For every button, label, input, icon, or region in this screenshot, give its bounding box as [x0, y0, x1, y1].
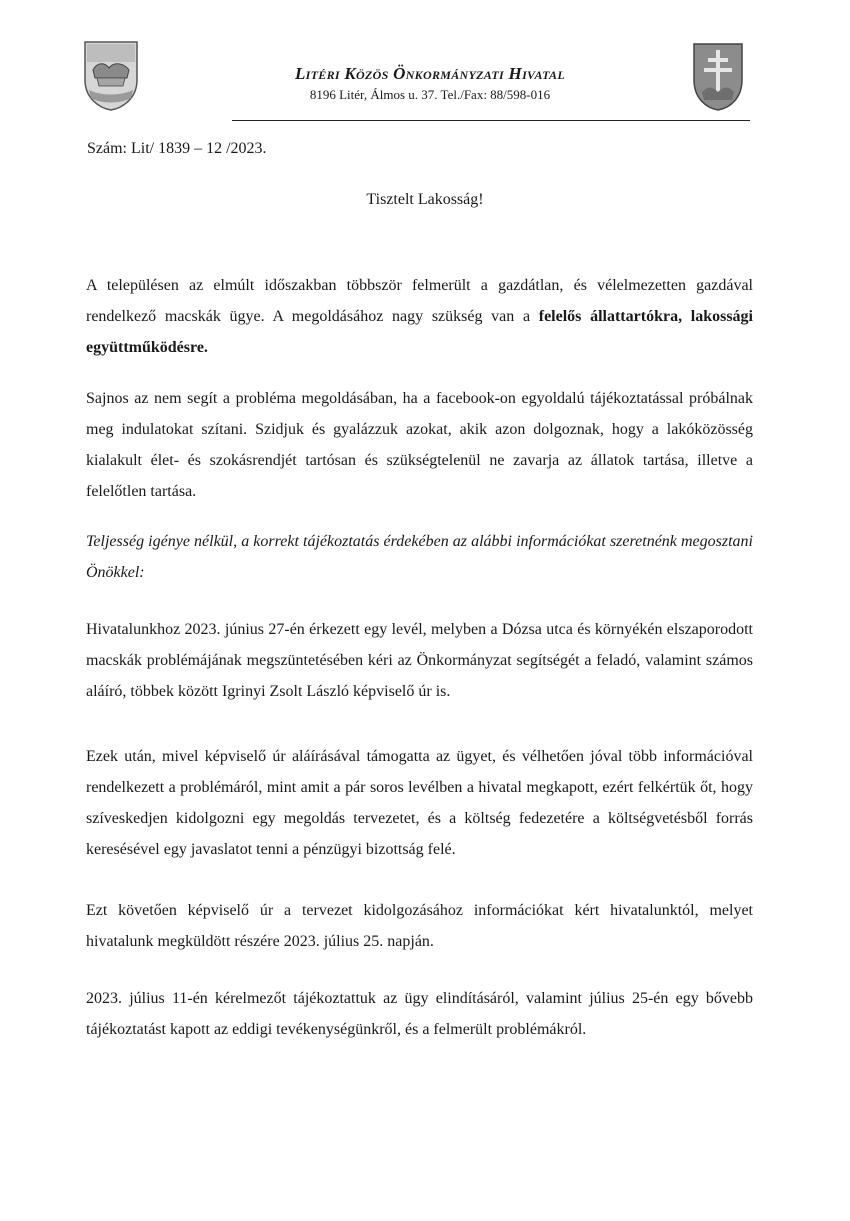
letterhead	[230, 64, 630, 103]
paragraph-1	[86, 270, 753, 363]
paragraph-7: 2023. július 11-én kérelmezőt tájékoztattuk az ügy elindításáról, valamint július 25-én egy bővebb tájékoztatást kapott az eddigi tevékenységünkről, és a felmerült problémákról.	[86, 990, 753, 1038]
paragraph-1-text: A településen az elmúlt időszakban többször felmerült a gazdátlan, és vélelmezetten gazdával rendelkező macskák ügye. A megoldásához nagy szükség van a	[86, 277, 753, 325]
header-divider	[232, 120, 750, 121]
greeting: Tisztelt Lakosság!	[366, 191, 484, 208]
hungarian-coat-of-arms-icon	[692, 42, 744, 112]
paragraph-2: Sajnos az nem segít a probléma megoldásában, ha a facebook-on egyoldalú tájékoztatással próbálnak meg indulatokat szítani. Szidjuk és gyalázzuk azokat, akik azon dolgoznak, hogy a lakóközösség kialakult élet- és szokásrendjét tartósan és szükségtelenül ne zavarja az állatok tartása, illetve a felelőtlen tartása.	[86, 390, 753, 500]
reference-number: Szám: Lit/ 1839 – 12 /2023.	[87, 140, 267, 157]
paragraph-1-bold: felelős állattartókra, lakossági együttműködésre.	[86, 308, 753, 356]
paragraph-6: Ezt követően képviselő úr a tervezet kidolgozásához információkat kért hivatalunktól, melyet hivatalunk megküldött részére 2023. július 25. napján.	[86, 902, 753, 950]
paragraph-4: Hivatalunkhoz 2023. június 27-én érkezett egy levél, melyben a Dózsa utca és környékén elszaporodott macskák problémájának megszüntetésében kéri az Önkormányzat segítségét a feladó, valamint számos aláíró, többek között Igrinyi Zsolt László képviselő úr is.	[86, 621, 753, 700]
office-name: Litéri Közös Önkormányzati Hivatal	[295, 64, 565, 83]
paragraph-5: Ezek után, mivel képviselő úr aláírásával támogatta az ügyet, és vélhetően jóval több információval rendelkezett a problémáról, mint amit a pár soros levélben a hivatal megkapott, ezért felkértük őt, hogy szíveskedjen kidolgozni egy megoldás tervezetet, és a költség fedezetére a költségvetésből forrás keresésével egy javaslatot tenni a pénzügyi bizottság felé.	[86, 748, 753, 858]
municipal-coat-of-arms-icon	[83, 40, 139, 112]
paragraph-3-italic: Teljesség igénye nélkül, a korrekt tájékoztatás érdekében az alábbi információkat szeretnénk megosztani Önökkel:	[86, 533, 753, 581]
office-address: 8196 Litér, Álmos u. 37. Tel./Fax: 88/598-016	[309, 87, 551, 102]
